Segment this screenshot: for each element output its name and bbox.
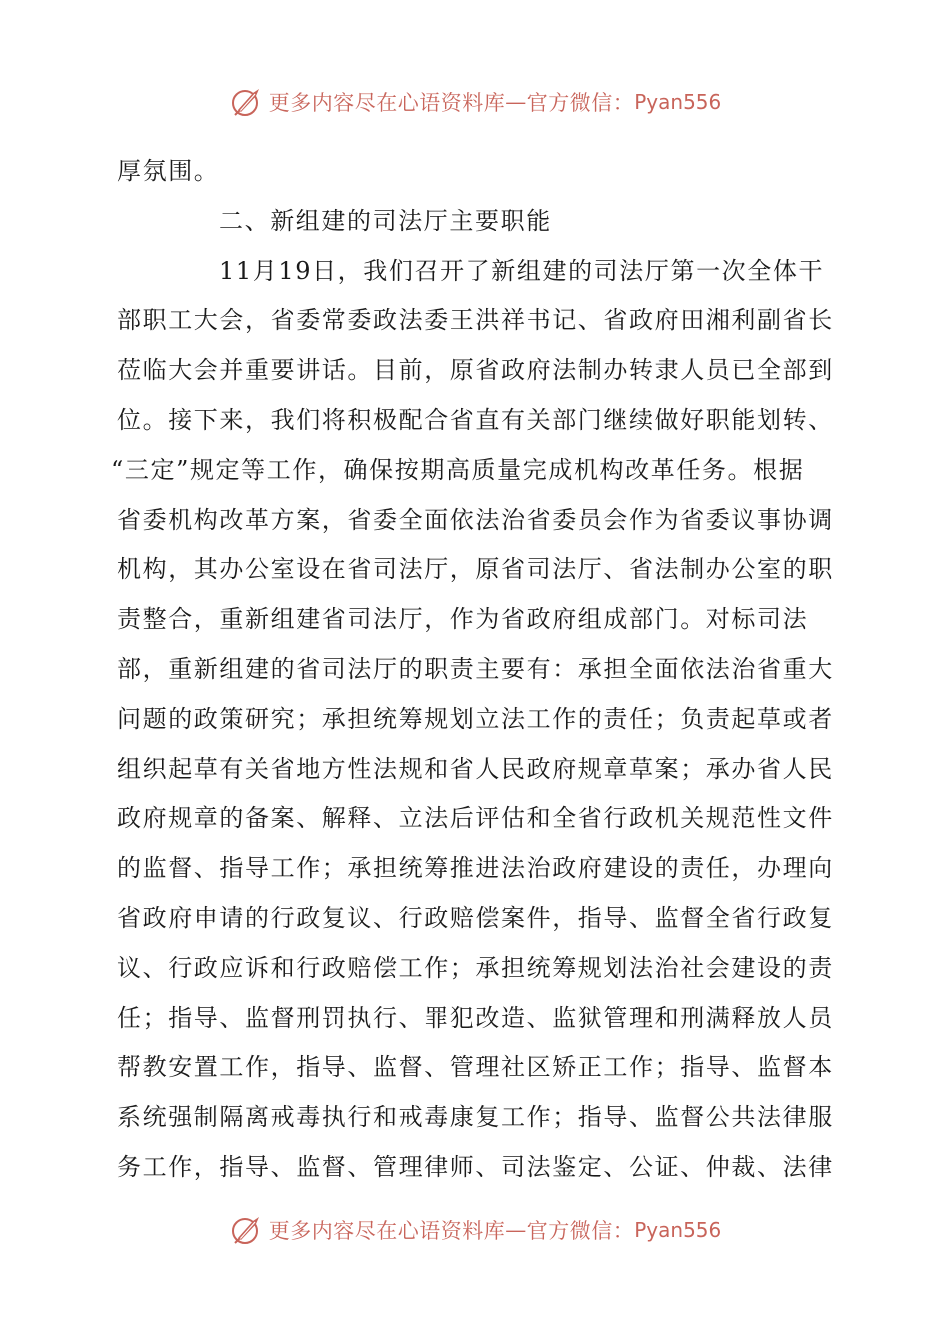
section-heading: 二、新组建的司法厅主要职能 — [219, 206, 552, 235]
body-line: 问题的政策研究；承担统筹规划立法工作的责任；负责起草或者 — [117, 704, 834, 733]
body-line: 议、行政应诉和行政赔偿工作；承担统筹规划法治社会建设的责 — [117, 953, 834, 982]
banner-main-text: 更多内容尽在心语资料库 — [268, 1219, 506, 1243]
body-line: 省委机构改革方案，省委全面依法治省委员会作为省委议事协调 — [117, 505, 834, 534]
body-line: 莅临大会并重要讲话。目前，原省政府法制办转隶人员已全部到 — [117, 356, 834, 385]
banner-dash: — — [505, 90, 527, 114]
paragraph-first-line: 11月19日，我们召开了新组建的司法厅第一次全体干 — [219, 256, 825, 285]
body-line: 厚氛围。 — [117, 157, 220, 185]
banner-main-text: 更多内容尽在心语资料库 — [268, 91, 506, 115]
body-line: 责整合，重新组建省司法厅，作为省政府组成部门。对标司法 — [117, 605, 809, 634]
footer-watermark-banner — [0, 1210, 950, 1250]
body-line: 位。接下来，我们将积极配合省直有关部门继续做好职能划转、 — [117, 405, 834, 434]
body-line: 政府规章的备案、解释、立法后评估和全省行政机关规范性文件 — [117, 804, 834, 833]
body-line: “三定”规定等工作，确保按期高质量完成机构改革任务。根据 — [111, 455, 805, 484]
header-watermark-banner — [0, 82, 950, 122]
body-line: 务工作，指导、监督、管理律师、司法鉴定、公证、仲裁、法律 — [117, 1152, 834, 1181]
body-line: 任；指导、监督刑罚执行、罪犯改造、监狱管理和刑满释放人员 — [117, 1003, 834, 1032]
document-body — [111, 147, 834, 1193]
body-line: 省政府申请的行政复议、行政赔偿案件，指导、监督全省行政复 — [117, 903, 834, 932]
banner-dash: — — [505, 1218, 527, 1242]
body-line: 机构，其办公室设在省司法厅，原省司法厅、省法制办公室的职 — [117, 555, 834, 584]
banner-contact-id: Pyan556 — [634, 1218, 722, 1242]
body-line: 组织起草有关省地方性法规和省人民政府规章草案；承办省人民 — [117, 754, 834, 783]
body-line: 的监督、指导工作；承担统筹推进法治政府建设的责任，办理向 — [117, 854, 834, 883]
banner-contact-id: Pyan556 — [634, 90, 722, 114]
banner-contact-label: 官方微信： — [526, 1219, 635, 1243]
banner-contact-label: 官方微信： — [526, 91, 635, 115]
quill-pen-logo-icon — [229, 84, 265, 120]
quill-pen-logo-icon — [229, 1212, 265, 1248]
body-line: 帮教安置工作，指导、监督、管理社区矫正工作；指导、监督本 — [117, 1053, 834, 1082]
body-line: 部职工大会，省委常委政法委王洪祥书记、省政府田湘利副省长 — [117, 306, 834, 335]
body-line: 系统强制隔离戒毒执行和戒毒康复工作；指导、监督公共法律服 — [117, 1103, 834, 1132]
body-line: 部，重新组建的省司法厅的职责主要有：承担全面依法治省重大 — [117, 654, 834, 683]
